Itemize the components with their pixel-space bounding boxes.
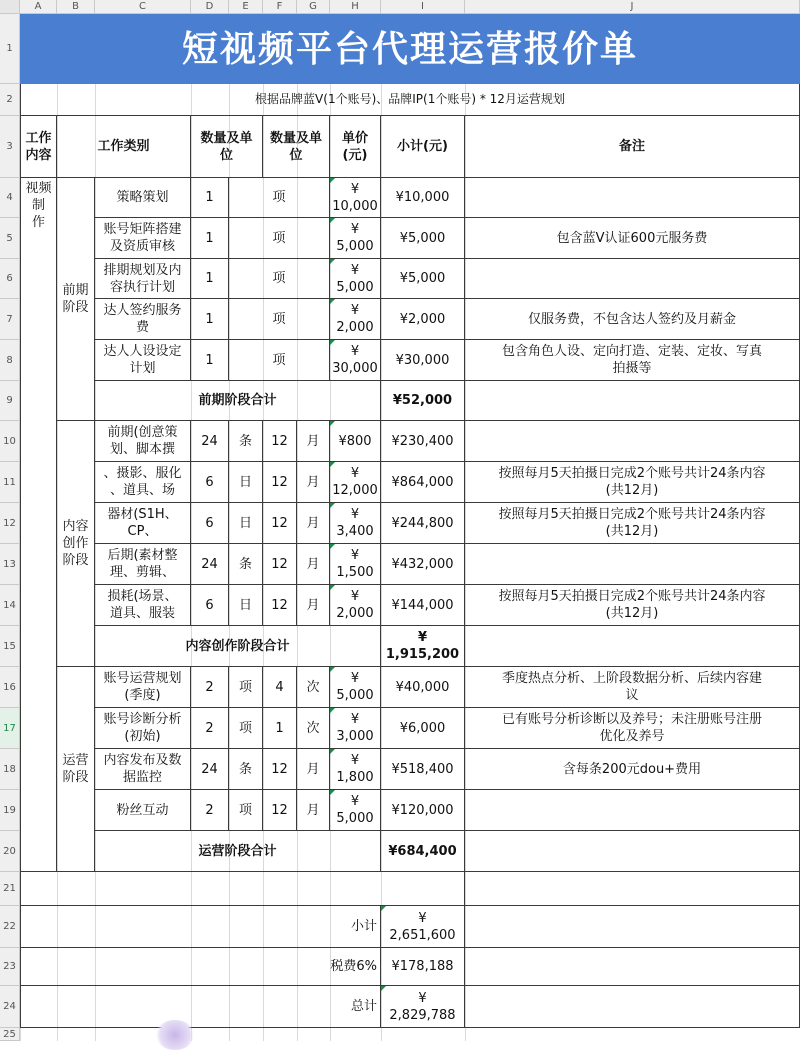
item-subtotal[interactable]: ¥230,400: [381, 421, 465, 462]
total-ops-label[interactable]: 运营阶段合计: [95, 831, 381, 872]
item-qty[interactable]: 1: [191, 259, 229, 299]
item-remark[interactable]: [465, 790, 800, 831]
section-video-production[interactable]: 视频 制 作: [20, 178, 57, 872]
total-ops-value[interactable]: ¥684,400: [381, 831, 465, 872]
total-value[interactable]: ¥ 2,829,788: [381, 986, 465, 1028]
item-subtotal[interactable]: ¥432,000: [381, 544, 465, 585]
item-qty-2[interactable]: 12: [263, 585, 297, 626]
row-header-20[interactable]: 20: [0, 831, 20, 872]
item-unit[interactable]: 条: [229, 749, 263, 790]
subtotal-label[interactable]: 小计: [20, 906, 381, 948]
item-name[interactable]: 账号诊断分析 (初始): [95, 708, 191, 749]
item-subtotal[interactable]: ¥864,000: [381, 462, 465, 503]
column-header-E[interactable]: E: [229, 0, 263, 14]
row-header-23[interactable]: 23: [0, 948, 20, 986]
row-header-2[interactable]: 2: [0, 84, 20, 116]
item-subtotal[interactable]: ¥2,000: [381, 299, 465, 340]
item-unit[interactable]: 日: [229, 585, 263, 626]
item-remark[interactable]: [465, 259, 800, 299]
item-name[interactable]: 损耗(场景、 道具、服装: [95, 585, 191, 626]
header-unit-price[interactable]: 单价 (元): [330, 116, 381, 178]
item-qty-2[interactable]: 12: [263, 544, 297, 585]
item-subtotal[interactable]: ¥30,000: [381, 340, 465, 381]
item-qty[interactable]: 6: [191, 585, 229, 626]
item-unit[interactable]: 条: [229, 421, 263, 462]
item-unit[interactable]: 项: [229, 667, 263, 708]
item-name[interactable]: 账号矩阵搭建 及资质审核: [95, 218, 191, 259]
row-header-11[interactable]: 11: [0, 462, 20, 503]
row-header-3[interactable]: 3: [0, 116, 20, 178]
row-header-1[interactable]: 1: [0, 14, 20, 84]
item-subtotal[interactable]: ¥5,000: [381, 218, 465, 259]
item-remark[interactable]: 按照每月5天拍摄日完成2个账号共计24条内容 (共12月): [465, 503, 800, 544]
item-unit-2[interactable]: 月: [297, 462, 330, 503]
item-unit-2[interactable]: 月: [297, 503, 330, 544]
item-unit-price[interactable]: ¥800: [330, 421, 381, 462]
select-all-corner[interactable]: [0, 0, 20, 14]
item-qty[interactable]: 24: [191, 421, 229, 462]
row-header-18[interactable]: 18: [0, 749, 20, 790]
item-qty[interactable]: 2: [191, 790, 229, 831]
header-qty-unit-2[interactable]: 数量及单 位: [263, 116, 330, 178]
item-subtotal[interactable]: ¥518,400: [381, 749, 465, 790]
row-header-10[interactable]: 10: [0, 421, 20, 462]
item-remark[interactable]: 仅服务费，不包含达人签约及月薪金: [465, 299, 800, 340]
item-unit-price[interactable]: ¥ 5,000: [330, 790, 381, 831]
item-qty[interactable]: 1: [191, 178, 229, 218]
column-header-F[interactable]: F: [263, 0, 297, 14]
column-header-C[interactable]: C: [95, 0, 191, 14]
item-unit-price[interactable]: ¥ 3,000: [330, 708, 381, 749]
total-content-value[interactable]: ¥ 1,915,200: [381, 626, 465, 667]
item-unit-price[interactable]: ¥ 3,400: [330, 503, 381, 544]
total-pre-remark[interactable]: [465, 381, 800, 421]
header-remark[interactable]: 备注: [465, 116, 800, 178]
item-qty-2[interactable]: 12: [263, 790, 297, 831]
row-header-9[interactable]: 9: [0, 381, 20, 421]
item-subtotal[interactable]: ¥120,000: [381, 790, 465, 831]
item-remark[interactable]: 季度热点分析、上阶段数据分析、后续内容建 议: [465, 667, 800, 708]
item-remark[interactable]: 已有账号分析诊断以及养号；未注册账号注册 优化及养号: [465, 708, 800, 749]
row-header-6[interactable]: 6: [0, 259, 20, 299]
header-work-type[interactable]: 工作类别: [57, 116, 191, 178]
item-qty[interactable]: 24: [191, 544, 229, 585]
item-unit-price[interactable]: ¥ 2,000: [330, 299, 381, 340]
item-name[interactable]: 后期(素材整 理、剪辑、: [95, 544, 191, 585]
row-header-4[interactable]: 4: [0, 178, 20, 218]
item-qty[interactable]: 24: [191, 749, 229, 790]
header-subtotal[interactable]: 小计(元): [381, 116, 465, 178]
floating-assistant-bubble[interactable]: [155, 1020, 195, 1050]
item-name[interactable]: 器材(S1H、 CP、: [95, 503, 191, 544]
item-qty-2[interactable]: 12: [263, 421, 297, 462]
item-qty-2[interactable]: 12: [263, 503, 297, 544]
item-unit[interactable]: 项: [229, 340, 330, 381]
row-header-19[interactable]: 19: [0, 790, 20, 831]
item-subtotal[interactable]: ¥10,000: [381, 178, 465, 218]
item-unit[interactable]: 项: [229, 259, 330, 299]
column-header-D[interactable]: D: [191, 0, 229, 14]
stage-ops[interactable]: 运营 阶段: [57, 667, 95, 872]
item-unit-2[interactable]: 月: [297, 421, 330, 462]
tax-value[interactable]: ¥178,188: [381, 948, 465, 986]
item-name[interactable]: 、摄影、服化 、道具、场: [95, 462, 191, 503]
item-unit-2[interactable]: 月: [297, 790, 330, 831]
item-remark[interactable]: 按照每月5天拍摄日完成2个账号共计24条内容 (共12月): [465, 585, 800, 626]
column-header-J[interactable]: J: [465, 0, 800, 14]
row-header-5[interactable]: 5: [0, 218, 20, 259]
row-header-25[interactable]: 25: [0, 1028, 20, 1041]
item-unit[interactable]: 项: [229, 299, 330, 340]
item-unit[interactable]: 日: [229, 462, 263, 503]
item-qty-2[interactable]: 4: [263, 667, 297, 708]
item-unit-price[interactable]: ¥ 5,000: [330, 218, 381, 259]
item-name[interactable]: 达人人设设定 计划: [95, 340, 191, 381]
item-qty-2[interactable]: 1: [263, 708, 297, 749]
item-name[interactable]: 排期规划及内 容执行计划: [95, 259, 191, 299]
item-unit-2[interactable]: 次: [297, 708, 330, 749]
row-header-7[interactable]: 7: [0, 299, 20, 340]
empty-row[interactable]: [20, 872, 465, 906]
item-remark[interactable]: 包含角色人设、定向打造、定装、定妆、写真 拍摄等: [465, 340, 800, 381]
total-remark[interactable]: [465, 986, 800, 1028]
item-unit-price[interactable]: ¥ 1,500: [330, 544, 381, 585]
total-pre-label[interactable]: 前期阶段合计: [95, 381, 381, 421]
item-unit-price[interactable]: ¥ 5,000: [330, 259, 381, 299]
item-unit[interactable]: 项: [229, 178, 330, 218]
item-unit[interactable]: 项: [229, 218, 330, 259]
row-header-24[interactable]: 24: [0, 986, 20, 1028]
column-header-G[interactable]: G: [297, 0, 330, 14]
subtitle[interactable]: 根据品牌蓝V(1个账号)、品牌IP(1个账号) * 12月运营规划: [20, 84, 800, 116]
item-unit-price[interactable]: ¥ 2,000: [330, 585, 381, 626]
total-label[interactable]: 总计: [20, 986, 381, 1028]
stage-pre[interactable]: 前期 阶段: [57, 178, 95, 421]
column-header-H[interactable]: H: [330, 0, 381, 14]
item-qty[interactable]: 6: [191, 503, 229, 544]
item-qty[interactable]: 1: [191, 340, 229, 381]
tax-label[interactable]: 税费6%: [20, 948, 381, 986]
item-subtotal[interactable]: ¥6,000: [381, 708, 465, 749]
row-header-14[interactable]: 14: [0, 585, 20, 626]
item-unit-2[interactable]: 月: [297, 585, 330, 626]
row-header-15[interactable]: 15: [0, 626, 20, 667]
item-unit-price[interactable]: ¥ 30,000: [330, 340, 381, 381]
item-unit-2[interactable]: 次: [297, 667, 330, 708]
total-pre-value[interactable]: ¥52,000: [381, 381, 465, 421]
total-ops-remark[interactable]: [465, 831, 800, 872]
row-header-22[interactable]: 22: [0, 906, 20, 948]
item-name[interactable]: 策略策划: [95, 178, 191, 218]
row-header-21[interactable]: 21: [0, 872, 20, 906]
item-name[interactable]: 账号运营规划 (季度): [95, 667, 191, 708]
item-unit[interactable]: 日: [229, 503, 263, 544]
item-remark[interactable]: [465, 178, 800, 218]
column-header-B[interactable]: B: [57, 0, 95, 14]
item-qty[interactable]: 2: [191, 708, 229, 749]
subtotal-value[interactable]: ¥ 2,651,600: [381, 906, 465, 948]
item-unit[interactable]: 项: [229, 790, 263, 831]
item-remark[interactable]: 含每条200元dou+费用: [465, 749, 800, 790]
total-content-remark[interactable]: [465, 626, 800, 667]
item-subtotal[interactable]: ¥144,000: [381, 585, 465, 626]
item-remark[interactable]: [465, 421, 800, 462]
item-subtotal[interactable]: ¥244,800: [381, 503, 465, 544]
item-unit-2[interactable]: 月: [297, 544, 330, 585]
item-subtotal[interactable]: ¥5,000: [381, 259, 465, 299]
row-header-17[interactable]: 17: [0, 708, 20, 749]
item-qty-2[interactable]: 12: [263, 749, 297, 790]
item-unit-price[interactable]: ¥ 1,800: [330, 749, 381, 790]
row-header-16[interactable]: 16: [0, 667, 20, 708]
item-qty[interactable]: 1: [191, 299, 229, 340]
stage-content[interactable]: 内容 创作 阶段: [57, 421, 95, 667]
item-unit[interactable]: 条: [229, 544, 263, 585]
item-unit-price[interactable]: ¥ 10,000: [330, 178, 381, 218]
item-remark[interactable]: 按照每月5天拍摄日完成2个账号共计24条内容 (共12月): [465, 462, 800, 503]
item-unit-2[interactable]: 月: [297, 749, 330, 790]
page-title[interactable]: 短视频平台代理运营报价单: [20, 14, 800, 84]
item-name[interactable]: 达人签约服务 费: [95, 299, 191, 340]
item-name[interactable]: 内容发布及数 据监控: [95, 749, 191, 790]
header-qty-unit-1[interactable]: 数量及单 位: [191, 116, 263, 178]
item-unit-price[interactable]: ¥ 12,000: [330, 462, 381, 503]
item-qty[interactable]: 2: [191, 667, 229, 708]
item-subtotal[interactable]: ¥40,000: [381, 667, 465, 708]
item-remark[interactable]: 包含蓝V认证600元服务费: [465, 218, 800, 259]
item-remark[interactable]: [465, 544, 800, 585]
item-qty[interactable]: 6: [191, 462, 229, 503]
item-qty[interactable]: 1: [191, 218, 229, 259]
total-content-label[interactable]: 内容创作阶段合计: [95, 626, 381, 667]
item-unit-price[interactable]: ¥ 5,000: [330, 667, 381, 708]
empty-remark[interactable]: [465, 872, 800, 906]
item-name[interactable]: 粉丝互动: [95, 790, 191, 831]
item-unit[interactable]: 项: [229, 708, 263, 749]
row-header-8[interactable]: 8: [0, 340, 20, 381]
row-header-12[interactable]: 12: [0, 503, 20, 544]
item-qty-2[interactable]: 12: [263, 462, 297, 503]
tax-remark[interactable]: [465, 948, 800, 986]
header-work-content[interactable]: 工作 内容: [20, 116, 57, 178]
column-header-A[interactable]: A: [20, 0, 57, 14]
column-header-I[interactable]: I: [381, 0, 465, 14]
subtotal-remark[interactable]: [465, 906, 800, 948]
item-name[interactable]: 前期(创意策 划、脚本撰: [95, 421, 191, 462]
row-header-13[interactable]: 13: [0, 544, 20, 585]
